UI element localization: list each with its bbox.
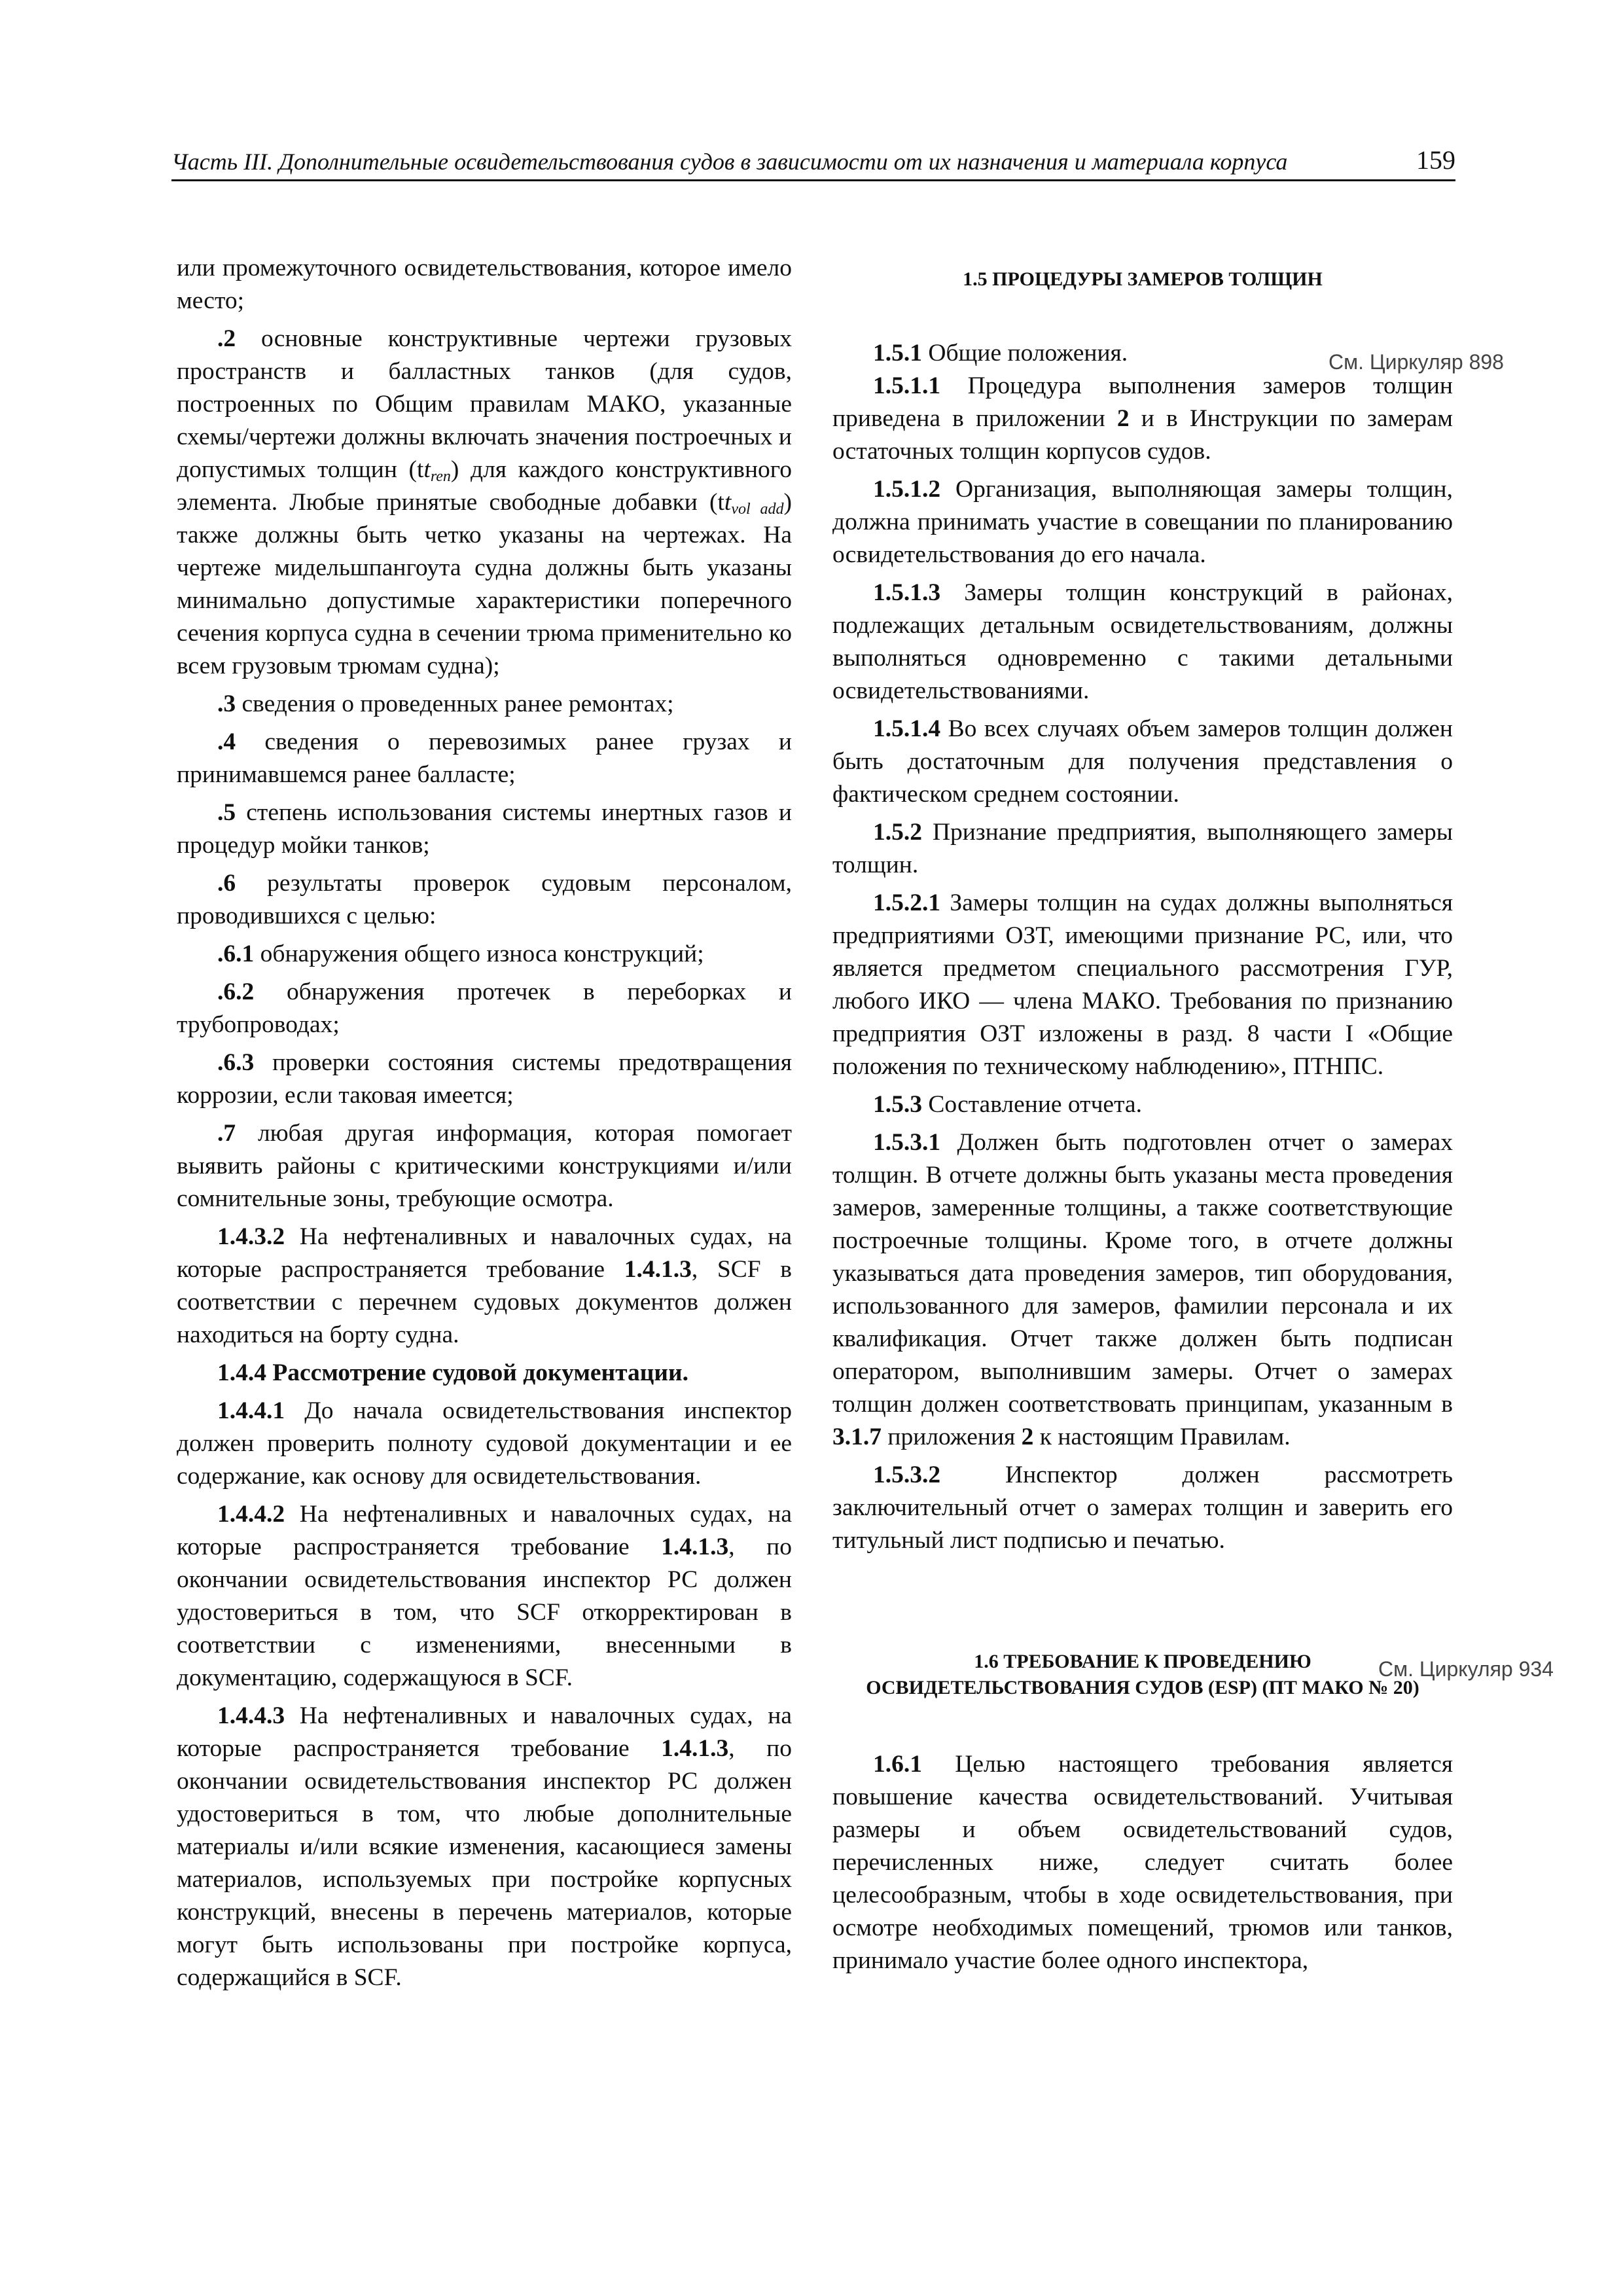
paragraph-1-6-1: 1.6.1 Целью настоящего требования является повышение качества освидетельствований. Учитывая размеры и объем освидетельствований судов, перечисленных ниже, следует считать более целесообразным, чтобы в ходе освидетельствования, при осмотре необходимых помещений, трюмов или танков, принимало участие более одного инспектора, (832, 1751, 1453, 1974)
paragraph-1-5-1-3: 1.5.1.3 Замеры толщин конструкций в районах, подлежащих детальным освидетельствованиям, должны выполняться одновременно с такими детальными освидетельствованиями. (832, 579, 1453, 704)
subsection-1-5-1: 1.5.1 Общие положения. (873, 340, 1128, 367)
paragraph-item-2: .2 основные конструктивные чертежи грузовых пространств и балластных танков (для судов, построенных по Общим правилам МАКО, указанные схемы/чертежи должны включать значения построечных и допустимых толщин $(tt_{ren})$ для каждого конструктивного элемента. Любые принятые свободные добавки $(tt_{vol add})$ также должны быть четко указаны на чертежах. На чертеже мидельшпангоута судна должны быть указаны минимально допустимые характеристики поперечного сечения корпуса судна в сечении трюма применительно ко всем грузовым трюмам судна); (177, 325, 792, 679)
paragraph-1-5-1-1: 1.5.1.1 Процедура выполнения замеров толщин приведена в приложении 2 и в Инструкции по замерам остаточных толщин корпусов судов. (832, 372, 1453, 465)
subsection-1-5-2: 1.5.2 Признание предприятия, выполняющего замеры толщин. (832, 819, 1453, 878)
paragraph-item-6-3: .6.3 проверки состояния системы предотвращения коррозии, если таковая имеется; (177, 1049, 792, 1109)
subsection-1-5-3: 1.5.3 Составление отчета. (873, 1091, 1142, 1118)
left-column (177, 252, 792, 1994)
running-header (171, 141, 1455, 181)
paragraph-1-4-4-3: 1.4.4.3 На нефтеналивных и навалочных судах, на которые распространяется требование 1.4.1.3, по окончании освидетельствования инспектор РС должен удостовериться в том, что любые дополнительные материалы и/или всякие изменения, касающиеся замены материалов, используемых при постройке корпусных конструкций, внесены в перечень материалов, которые могут быть использованы при постройке корпуса, содержащийся в SCF. (177, 1702, 792, 1991)
paragraph-item-5: .5 степень использования системы инертных газов и процедур мойки танков; (177, 799, 792, 859)
circular-934-note[interactable]: См. Циркуляр 934 (1378, 1657, 1554, 1681)
paragraph-item-7: .7 любая другая информация, которая помогает выявить районы с критическими конструкциями и/или сомнительные зоны, требующие осмотра. (177, 1120, 792, 1212)
paragraph: или промежуточного освидетельствования, которое имело место; (177, 255, 792, 314)
section-heading-1-6-line2: ОСВИДЕТЕЛЬСТВОВАНИЯ СУДОВ (ESP) (ПТ МАКО № 20) (866, 1677, 1419, 1698)
page-number: 159 (1416, 145, 1455, 175)
section-heading-1-6-line1: 1.6 ТРЕБОВАНИЕ К ПРОВЕДЕНИЮ (974, 1651, 1311, 1672)
paragraph-1-5-1-4: 1.5.1.4 Во всех случаях объем замеров толщин должен быть достаточным для получения представления о фактическом среднем состоянии. (832, 715, 1453, 808)
paragraph-item-6-2: .6.2 обнаружения протечек в переборках и трубопроводах; (177, 978, 792, 1038)
paragraph-1-5-1-2: 1.5.1.2 Организация, выполняющая замеры толщин, должна принимать участие в совещании по планированию освидетельствования до его начала. (832, 476, 1453, 568)
paragraph-1-5-3-2: 1.5.3.2 Инспектор должен рассмотреть заключительный отчет о замерах толщин и заверить его титульный лист подписью и печатью. (832, 1462, 1453, 1554)
paragraph-1-4-4-1: 1.4.4.1 До начала освидетельствования инспектор должен проверить полноту судовой документации и ее содержание, как основу для освидетельствования. (177, 1397, 792, 1490)
section-heading-1-5: 1.5 ПРОЦЕДУРЫ ЗАМЕРОВ ТОЛЩИН (963, 268, 1323, 290)
header-title: Часть III. Дополнительные освидетельствования судов в зависимости от их назначения и материала корпуса (171, 149, 1288, 175)
paragraph-1-5-3-1: 1.5.3.1 Должен быть подготовлен отчет о замерах толщин. В отчете должны быть указаны места проведения замеров, замеренные толщины, а также соответствующие построечные толщины. Кроме того, в отчете должны указываться дата проведения замеров, тип оборудования, использованного для замеров, фамилии персонала и их квалификация. Отчет также должен быть подписан оператором, выполнившим замеры. Отчет о замерах толщин должен соответствовать принципам, указанным в 3.1.7 приложения 2 к настоящим Правилам. (832, 1129, 1453, 1450)
paragraph-item-6: .6 результаты проверок судовым персоналом, проводившихся с целью: (177, 870, 792, 929)
paragraph-1-4-4-2: 1.4.4.2 На нефтеналивных и навалочных судах, на которые распространяется требование 1.4.1.3, по окончании освидетельствования инспектор РС должен удостовериться в том, что SCF откорректирован в соответствии с изменениями, внесенными в документацию, содержащуюся в SCF. (177, 1501, 792, 1691)
paragraph-item-4: .4 сведения о перевозимых ранее грузах и принимавшемся ранее балласте; (177, 728, 792, 788)
circular-898-note[interactable]: См. Циркуляр 898 (1329, 350, 1504, 374)
subsection-1-4-4: 1.4.4 Рассмотрение судовой документации. (217, 1359, 688, 1386)
right-column (832, 252, 1453, 1977)
paragraph-1-4-3-2: 1.4.3.2 На нефтеналивных и навалочных судах, на которые распространяется требование 1.4.1.3, SCF в соответствии с перечнем судовых документов должен находиться на борту судна. (177, 1223, 793, 1348)
paragraph-1-5-2-1: 1.5.2.1 Замеры толщин на судах должны выполняться предприятиями ОЗТ, имеющими признание РС, или, что является предметом специального рассмотрения ГУР, любого ИКО — члена МАКО. Требования по признанию предприятия ОЗТ изложены в разд. 8 части I «Общие положения по техническому наблюдению», ПТНПС. (832, 889, 1453, 1080)
paragraph-item-3: .3 сведения о проведенных ранее ремонтах; (217, 691, 674, 717)
paragraph-item-6-1: .6.1 обнаружения общего износа конструкций; (217, 941, 704, 967)
